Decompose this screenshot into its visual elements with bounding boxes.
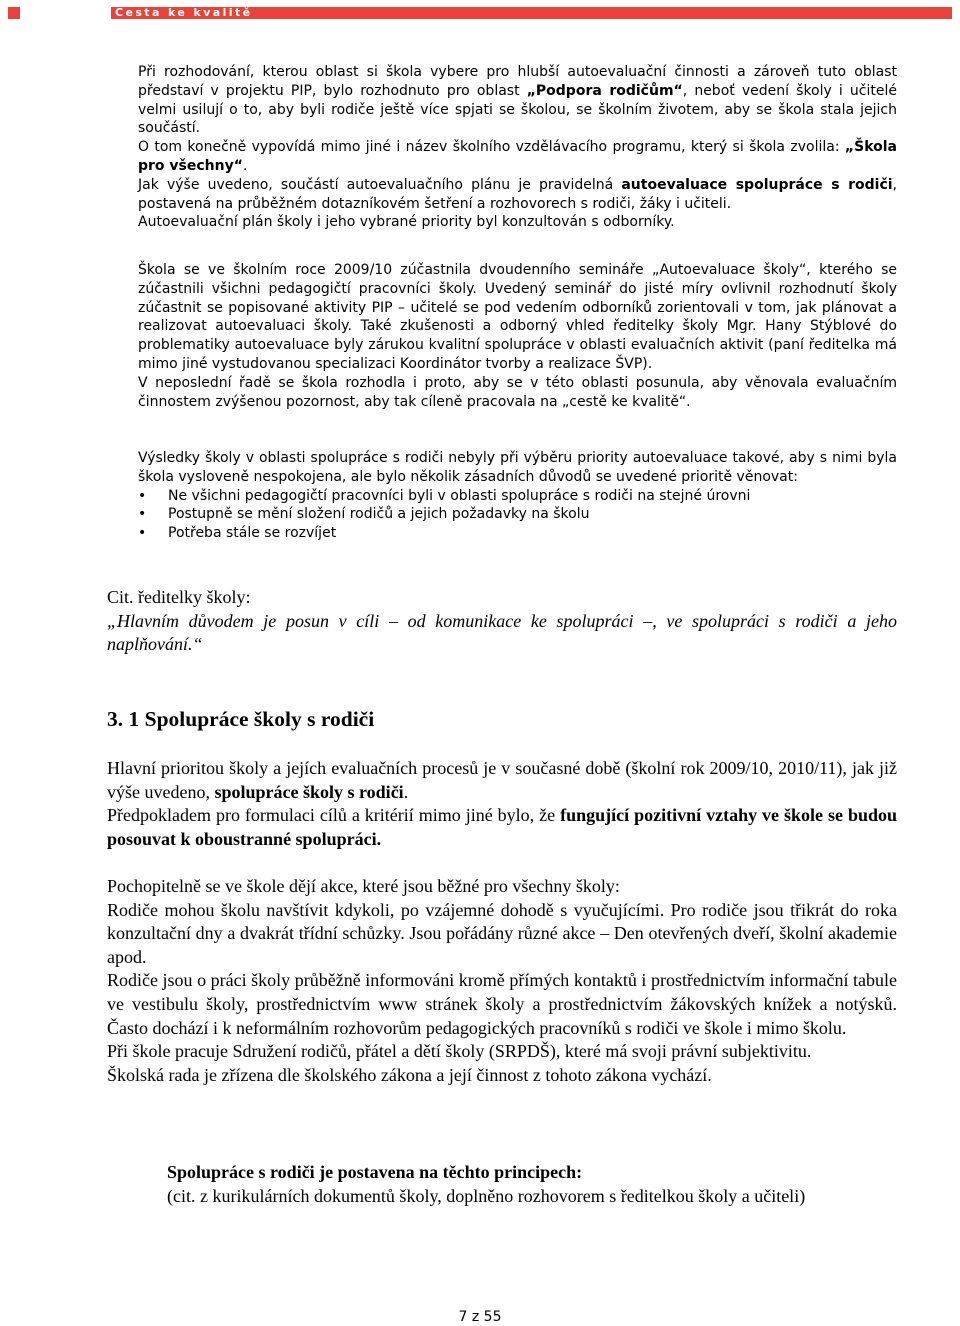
quote-label: Cit. ředitelky školy: [107,587,251,607]
seminar-block [138,261,897,411]
paragraph: Při škole pracuje Sdružení rodičů, přátel a dětí školy (SRPDŠ), které má svoji právní subjektivitu. [107,1041,812,1062]
list-item: • Ne všichni pedagogičtí pracovníci byli v oblasti spolupráce s rodiči na stejné úrovni [138,487,897,506]
paragraph: Hlavní prioritou školy a jejích evaluačních procesů je v současné době (školní rok 2009/10, 2010/11), jak již výše uvedeno, spolupráce školy s rodiči. [107,758,897,802]
paragraph: Škola se ve školním roce 2009/10 zúčastnila dvoudenního semináře „Autoevaluace školy“, kterého se zúčastnili všichni pedagogičtí pracovníci školy. Uvedený seminář do jisté míry ovlivnil rozhodnutí školy zúčastnit se popisované aktivity PIP – učitelé se pod vedením odborníků zorientovali v tom, jak plánovat a realizovat autoevaluaci školy. Také zkušenosti a odborný vhled ředitelky školy Mgr. Hany Stýblové do problematiky autoevaluace byly zárukou kvalitní spolupráce v oblasti evaluačních aktivit (paní ředitelka má mimo jiné vystudovanou specializaci Koordinátor tvorby a realizace ŠVP). [138,262,897,372]
principles-block [167,1161,897,1208]
paragraph: Školská rada je zřízena dle školského zákona a její činnost z tohoto zákona vychází. [107,1064,712,1085]
reasons-list [138,487,897,543]
intro-block [138,63,897,232]
header-title: Cesta ke kvalitě [115,6,253,19]
page-header [8,7,952,19]
paragraph: Jak výše uvedeno, součástí autoevaluačního plánu je pravidelná autoevaluace spolupráce s rodiči, postavená na průběžném dotazníkovém šetření a rozhovorech s rodiči, žáky i učiteli. [138,176,897,212]
page-number: 7 z 55 [458,1309,502,1325]
paragraph: Rodiče jsou o práci školy průběžně informováni kromě přímých kontaktů i prostřednictvím informační tabule ve vestibulu školy, prostřednictvím www stránek školy a prostřednictvím žákovských knížek a notýsků. Často dochází i k neformálním rozhovorům pedagogických pracovníků s rodiči ve škole i mimo školu. [107,970,897,1038]
program-name: „Škola pro všechny“ [138,139,897,174]
paragraph: Při rozhodování, kterou oblast si škola vybere pro hlubší autoevaluační činnosti a zároveň tuto oblast představí v projektu PIP, bylo rozhodnuto pro oblast „Podpora rodičům“, neboť vedení školy i učitelé velmi usilují o to, aby byli rodiče ještě více spjati se školou, se školním životem, aby se škola stala jejich součástí. [138,64,897,137]
paragraph: Autoevaluační plán školy i jeho vybrané priority byl konzultován s odborníky. [138,214,675,231]
principles-title: Spolupráce s rodiči je postavena na těchto principech: [167,1162,583,1182]
header-logo-square [8,7,20,19]
list-item: • Postupně se mění složení rodičů a jejich požadavky na školu [138,505,897,524]
paragraph: Výsledky školy v oblasti spolupráce s rodiči nebyly při výběru priority autoevaluace takové, aby s nimi byla škola vysloveně nespokojena, ale bylo několik zásadních důvodů se uvedené prioritě věnovat: [138,450,897,485]
bold-term: spolupráce školy s rodiči [214,781,404,802]
paragraph: O tom konečně vypovídá mimo jiné i název školního vzdělávacího programu, který si škola zvolila: „Škola pro všechny“. [138,139,897,174]
paragraph: Pochopitelně se ve škole dějí akce, které jsou běžné pro všechny školy: [107,876,620,896]
section-intro [107,757,897,851]
paragraph: Předpokladem pro formulaci cílů a kritérií mimo jiné bylo, že fungující pozitivní vztahy ve škole se budou posouvat k oboustranné spolupráci. [107,805,898,849]
paragraph: V neposlední řadě se škola rozhodla i proto, aby se v této oblasti posunula, aby věnovala evaluačním činnostem zvýšenou pozornost, aby tak cíleně pracovala na „cestě ke kvalitě“. [138,374,897,410]
bold-term: „Podpora rodičům“ [526,82,683,99]
section-body [107,875,897,1087]
bold-term: fungující pozitivní vztahy ve škole se budou posouvat k oboustranné spolupráci. [107,805,898,849]
section-heading: 3. 1 Spolupráce školy s rodiči [107,707,375,731]
principles-note: (cit. z kurikulárních dokumentů školy, doplněno rozhovorem s ředitelkou školy a učiteli) [167,1185,806,1206]
quote-text: „Hlavním důvodem je posun v cíli – od komunikace ke spolupráci –, ve spolupráci s rodiči a jeho naplňování.“ [107,610,897,655]
bold-term: autoevaluace spolupráce s rodiči [621,176,893,193]
quote-block [107,586,897,657]
list-item: • Potřeba stále se rozvíjet [138,524,897,543]
results-block [138,449,897,543]
paragraph: Rodiče mohou školu navštívit kdykoli, po vzájemné dohodě s vyučujícími. Pro rodiče jsou třikrát do roka konzultační dny a dvakrát třídní schůzky. Jsou pořádány různé akce – Den otevřených dveří, školní akademie apod. [107,899,897,967]
